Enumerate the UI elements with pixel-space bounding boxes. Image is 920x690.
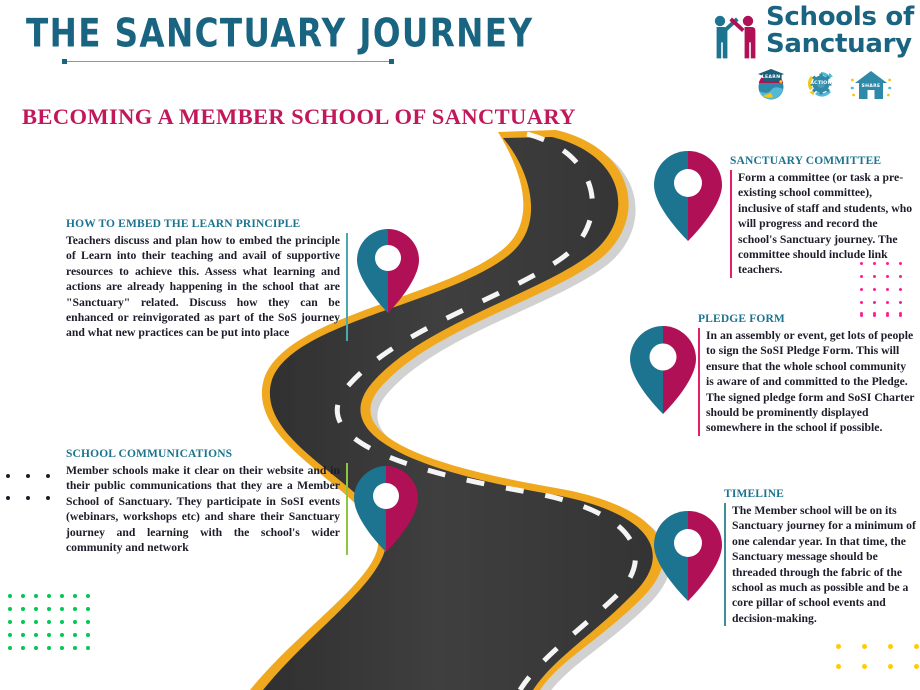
badge-share-label: SHARE	[861, 84, 881, 89]
decorative-dot	[860, 262, 863, 265]
block-school-communications	[66, 448, 348, 555]
decorative-dot	[86, 607, 90, 611]
decorative-dot	[914, 644, 919, 649]
badge-learn-label: LEARN	[761, 75, 781, 80]
decorative-dot	[21, 620, 25, 624]
decorative-dot	[47, 607, 51, 611]
decorative-dot	[886, 301, 889, 304]
title-divider	[63, 61, 393, 62]
decorative-dot	[888, 644, 893, 649]
decorative-dot	[8, 594, 12, 598]
decorative-dot	[47, 633, 51, 637]
globe-graduation-cap-icon	[750, 62, 792, 102]
decorative-dot	[34, 633, 38, 637]
map-pin-learn-principle[interactable]	[355, 228, 421, 314]
block-timeline-heading: TIMELINE	[724, 488, 784, 500]
decorative-dot	[34, 620, 38, 624]
decorative-dot	[873, 312, 876, 315]
decorative-dot	[47, 620, 51, 624]
decorative-dot	[899, 301, 902, 304]
map-pin-timeline[interactable]	[652, 510, 724, 602]
decorative-dot	[60, 633, 64, 637]
decorative-dot	[886, 312, 889, 315]
decorative-dots-dark-left	[6, 474, 66, 518]
decorative-dot	[860, 288, 863, 291]
block-pledge-form	[698, 313, 916, 436]
decorative-dot	[21, 607, 25, 611]
decorative-dot	[86, 646, 90, 650]
page-subtitle: BECOMING A MEMBER SCHOOL OF SANCTUARY	[22, 104, 576, 129]
decorative-dot	[873, 288, 876, 291]
decorative-dot	[21, 646, 25, 650]
decorative-dot	[860, 312, 863, 315]
block-sanctuary-committee	[730, 155, 916, 278]
block-pledge-form-body: In an assembly or event, get lots of people to sign the SoSI Pledge Form. This will ensure that the whole school community is aware of and committed to the Pledge. The signed pledge form and SoSI Charter should be prominently displayed somewhere in the school if possible.	[698, 328, 916, 436]
badge-learn	[750, 62, 792, 102]
schools-of-sanctuary-logo[interactable]	[700, 4, 916, 104]
block-timeline-body: The Member school will be on its Sanctuary journey for a minimum of one calendar year. In that time, the Sanctuary message should be threaded through the fabric of the school as much as possible and be a core pillar of school events and decision-making.	[724, 503, 916, 626]
decorative-dot	[899, 262, 902, 265]
decorative-dot	[860, 301, 863, 304]
map-pin-sanctuary-committee[interactable]	[652, 150, 724, 242]
decorative-dot	[73, 646, 77, 650]
page-title: THE SANCTUARY JOURNEY	[26, 12, 534, 57]
decorative-dot	[914, 664, 919, 669]
decorative-dot	[862, 664, 867, 669]
decorative-dot	[86, 594, 90, 598]
decorative-dot	[86, 633, 90, 637]
decorative-dot	[6, 474, 10, 478]
decorative-dot	[6, 496, 10, 500]
logo-badge-row	[750, 62, 900, 102]
decorative-dot	[21, 594, 25, 598]
decorative-dot	[899, 312, 902, 315]
decorative-dot	[60, 646, 64, 650]
two-figures-house-icon	[706, 8, 762, 64]
map-pin-pledge-form[interactable]	[628, 325, 698, 415]
decorative-dot	[888, 664, 893, 669]
decorative-dot	[8, 646, 12, 650]
logo-line-2: Sanctuary	[766, 29, 912, 59]
block-learn-principle-body: Teachers discuss and plan how to embed the principle of Learn into their teaching and avail of supportive resources to achieve this. Assess what learning and actions are already happening in the school that are "Sanctuary" related. Discuss how they can be enhanced or reinvigorated as part of the SoS journey and what new practices can be put into place	[66, 233, 348, 341]
decorative-dot	[899, 275, 902, 278]
decorative-dots-green-bottom-left	[8, 594, 99, 659]
decorative-dot	[47, 646, 51, 650]
block-sanctuary-committee-heading: SANCTUARY COMMITTEE	[730, 155, 882, 167]
block-timeline	[724, 488, 916, 626]
decorative-dot	[34, 594, 38, 598]
decorative-dot	[860, 275, 863, 278]
decorative-dot	[8, 607, 12, 611]
badge-action	[800, 62, 842, 102]
block-school-communications-heading: SCHOOL COMMUNICATIONS	[66, 448, 233, 460]
decorative-dot	[873, 262, 876, 265]
block-learn-principle-heading: HOW TO EMBED THE LEARN PRINCIPLE	[66, 218, 301, 230]
decorative-dot	[46, 496, 50, 500]
decorative-dot	[899, 288, 902, 291]
decorative-dot	[47, 594, 51, 598]
block-learn-principle	[66, 218, 348, 341]
decorative-dot	[26, 496, 30, 500]
decorative-dot	[46, 474, 50, 478]
decorative-dot	[886, 262, 889, 265]
decorative-dot	[34, 607, 38, 611]
house-icon	[850, 62, 892, 102]
block-school-communications-body: Member schools make it clear on their website and in their public communications that they are a Member School of Sanctuary. They participate in SoSI events (webinars, workshops etc) and share their Sanctuary journey and learning with the school's wider community and network	[66, 463, 348, 555]
decorative-dot	[862, 644, 867, 649]
decorative-dots-magenta-pledge	[860, 312, 912, 325]
badge-action-label: ACTION	[810, 81, 832, 86]
decorative-dot	[886, 288, 889, 291]
decorative-dot	[8, 633, 12, 637]
decorative-dot	[73, 594, 77, 598]
decorative-dot	[60, 607, 64, 611]
decorative-dot	[21, 633, 25, 637]
decorative-dots-yellow-bottom-right	[836, 644, 920, 684]
decorative-dot	[73, 620, 77, 624]
decorative-dot	[73, 607, 77, 611]
decorative-dot	[836, 644, 841, 649]
block-sanctuary-committee-body: Form a committee (or task a pre-existing school committee), inclusive of staff and students, who will progress and record the school's Sanctuary journey. The committee should include link teachers.	[730, 170, 916, 278]
decorative-dot	[60, 594, 64, 598]
logo-wordmark	[766, 4, 914, 58]
decorative-dot	[886, 275, 889, 278]
decorative-dot	[873, 275, 876, 278]
map-pin-school-communications[interactable]	[352, 465, 420, 553]
decorative-dot	[34, 646, 38, 650]
decorative-dot	[8, 620, 12, 624]
block-pledge-form-heading: PLEDGE FORM	[698, 313, 785, 325]
badge-share	[850, 62, 892, 102]
decorative-dot	[73, 633, 77, 637]
logo-line-1: Schools of	[766, 2, 914, 32]
decorative-dot	[836, 664, 841, 669]
decorative-dot	[86, 620, 90, 624]
decorative-dot	[873, 301, 876, 304]
decorative-dot	[26, 474, 30, 478]
decorative-dot	[60, 620, 64, 624]
